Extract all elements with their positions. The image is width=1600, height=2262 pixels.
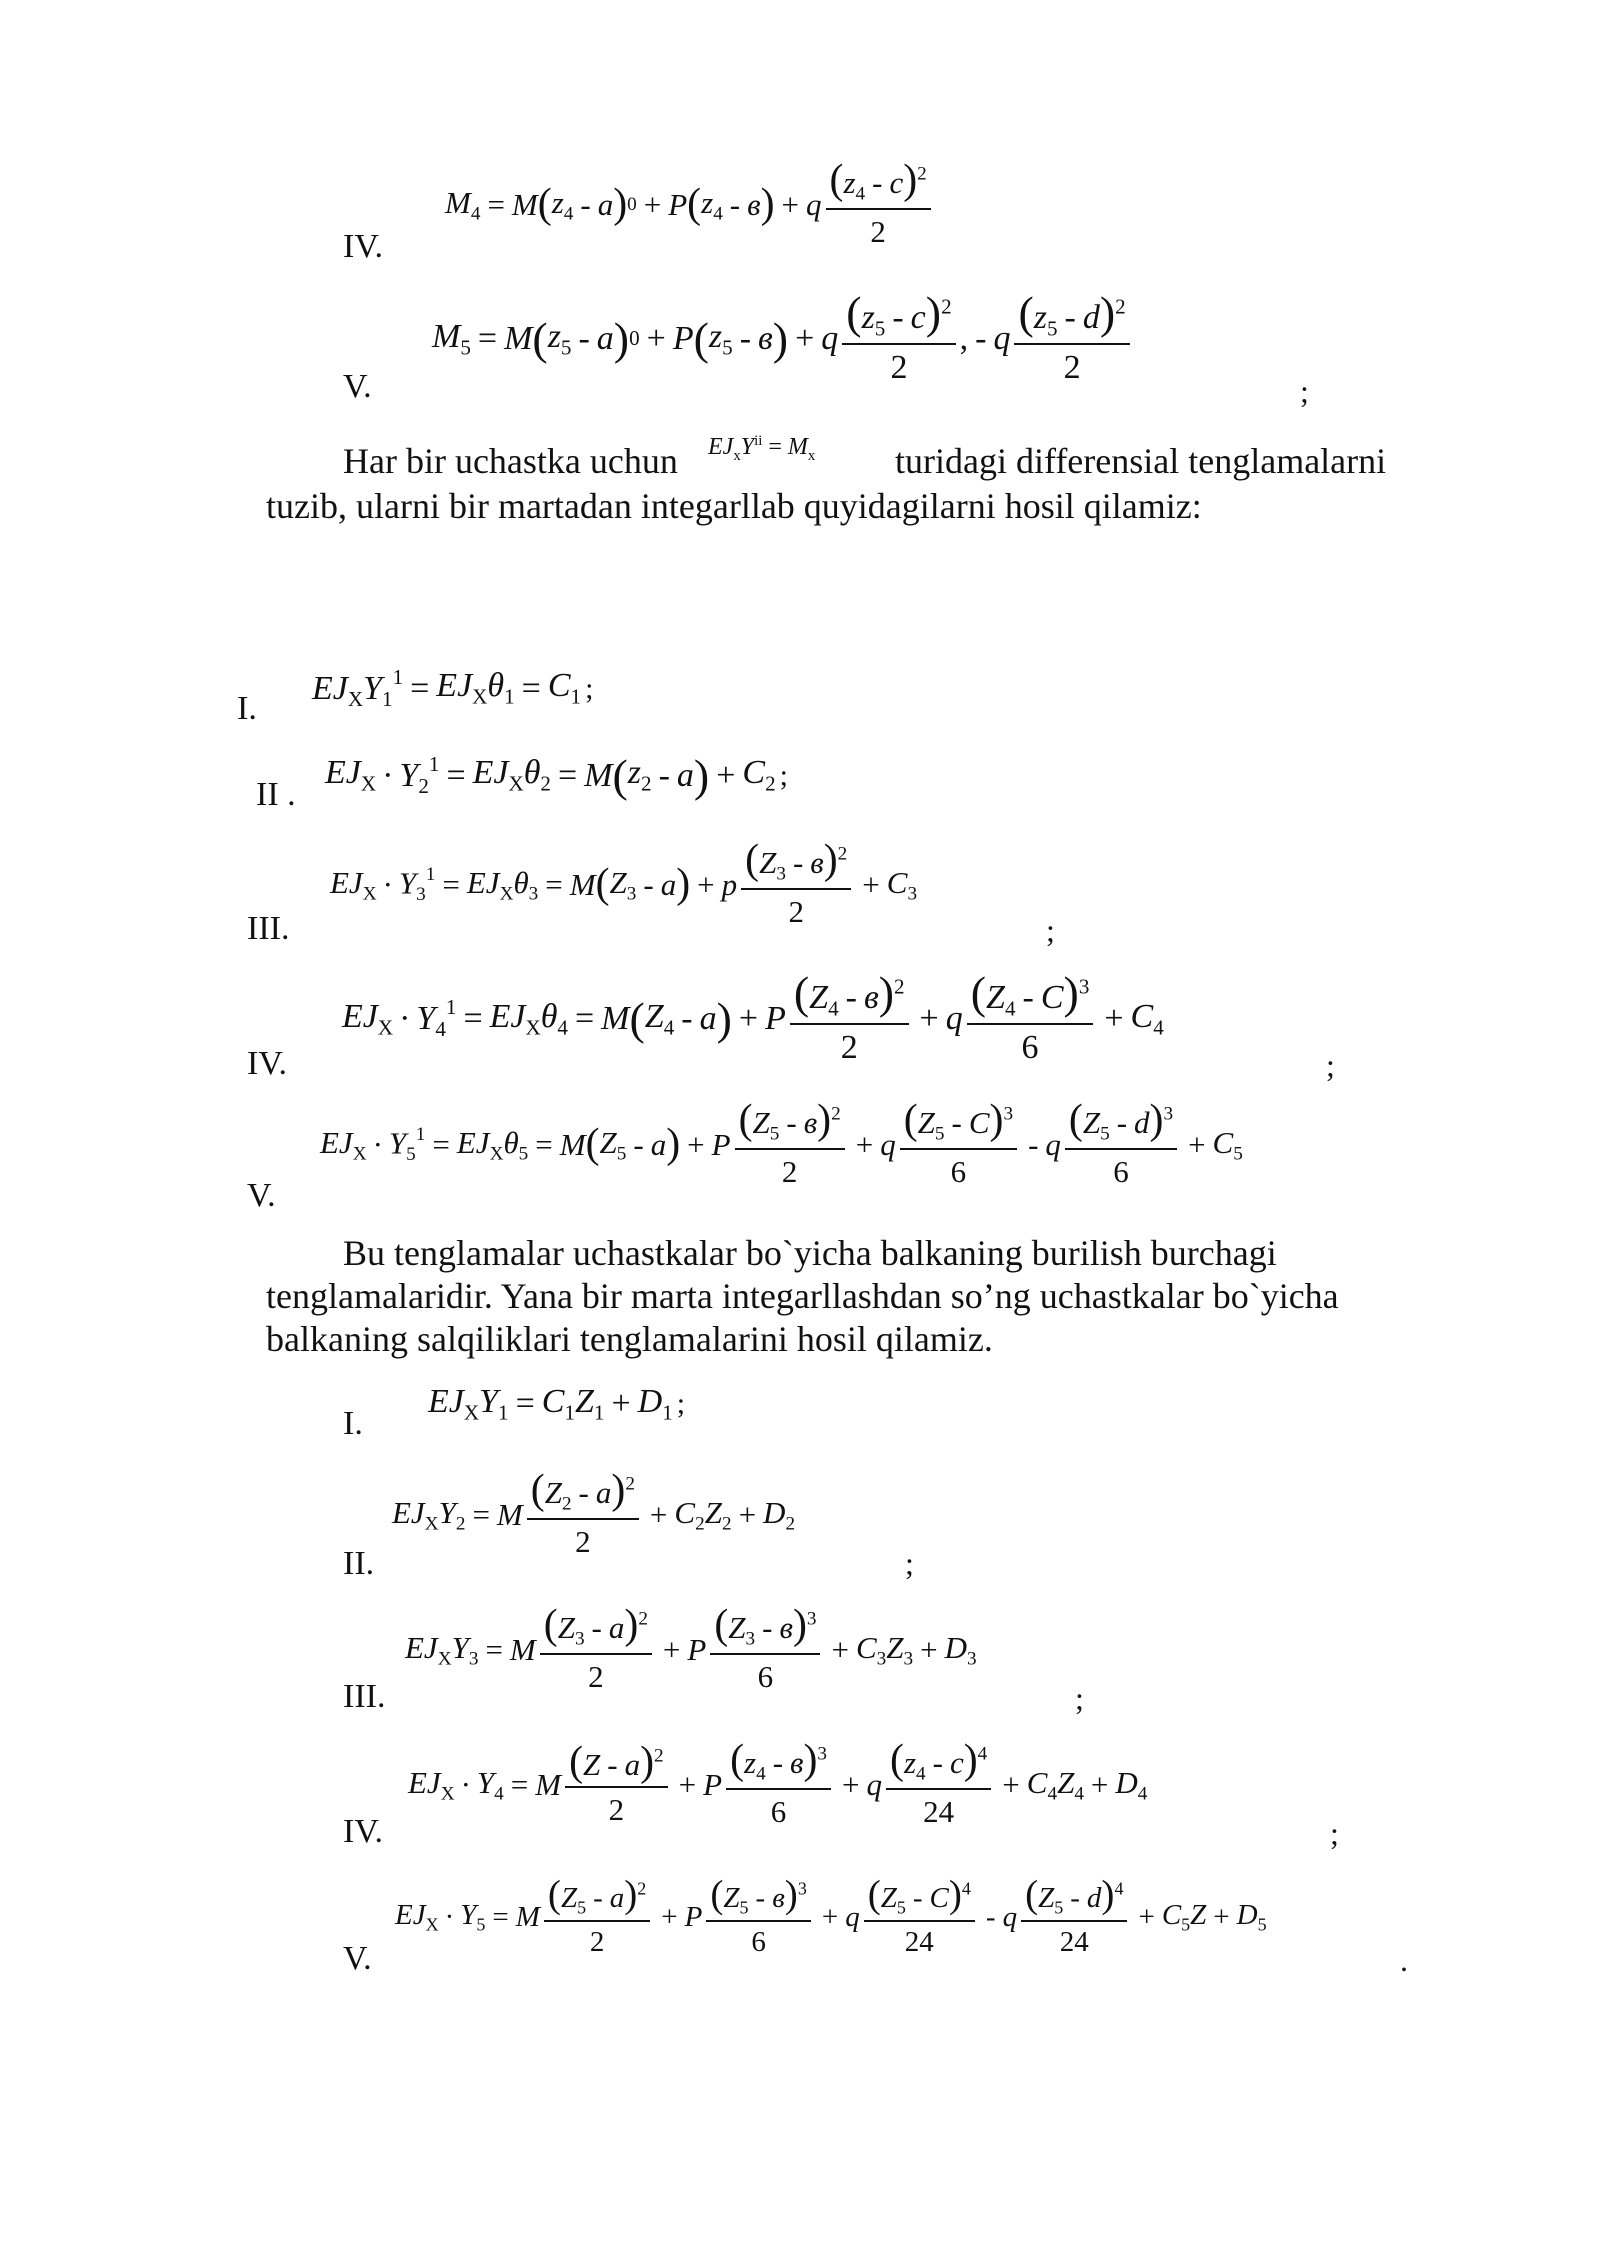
equation-label-ii: II.	[343, 1545, 375, 1582]
slope-equation-ii: $EJ_X$ · $Y_2^1$ = $EJ_X\theta_2$ = M ( $z_2$ - a ) + $C_2$ ;	[325, 749, 788, 801]
denominator: 6	[950, 1153, 967, 1189]
equation-label-iv: IV.	[247, 1045, 287, 1082]
denominator: 24	[1059, 1926, 1089, 1959]
slope-equation-i: $EJ_XY_1^1$ = $EJ_X\theta_1$ = $C_1$ ;	[312, 665, 594, 712]
denominator: 24	[904, 1926, 934, 1959]
equation-label-v: V.	[343, 1940, 372, 1977]
deflection-equation-i: $EJ_XY_1$ = $C_1Z_1$ + $D_1$ ;	[428, 1383, 686, 1425]
equation-label-iv: IV.	[343, 228, 383, 265]
semicolon: ;	[905, 1545, 914, 1581]
slope-equation-v: $EJ_X$ · $Y_5^1$ = $EJ_X\theta_5$ = M ( $Z_5$ - a ) + P $\frac{(Z_5 - в)^2}{2}$ + q $\frac{(Z_5 - C)^3}{6}$ - q $\frac{(Z_5 - d)^3}{6}$ + $C_5$	[320, 1097, 1243, 1189]
equation-label-v: V.	[343, 368, 372, 405]
denominator: 6	[757, 1658, 774, 1694]
denominator: 2	[781, 1153, 798, 1189]
semicolon: ;	[1330, 1815, 1339, 1851]
equation-label-i: I.	[237, 690, 257, 727]
differential-equation-inline: $EJ_xY^{ii} = M_x$	[708, 433, 816, 464]
period: .	[1400, 1942, 1408, 1978]
equation-label-ii: II .	[256, 776, 296, 813]
deflection-equation-iv: $EJ_X$ · $Y_4$ = M $\frac{(Z - a)^2}{2}$ + P $\frac{(z_4 - в)^3}{6}$ + q $\frac{(z_4 - c)^4}{24}$ + $C_4Z_4$ + $D_4$	[408, 1737, 1148, 1829]
deflection-equation-iii: $EJ_XY_3$ = M $\frac{(Z_3 - a)^2}{2}$ + P $\frac{(Z_3 - в)^3}{6}$ + $C_3Z_3$ + $D_3$	[405, 1602, 977, 1694]
deflection-equation-v: $EJ_X$ · $Y_5$ = M $\frac{(Z_5 - a)^2}{2}$ + P $\frac{(Z_5 - в)^3}{6}$ + q $\frac{(Z_5 - C)^4}{24}$ - q $\frac{(Z_5 - d)^4}{24}$ + $C_5Z$ + $D_5$	[395, 1873, 1267, 1959]
denominator: 2	[589, 1926, 605, 1959]
denominator: 6	[751, 1926, 766, 1959]
equation-label-i: I.	[343, 1405, 363, 1442]
paragraph-intro-line2: tuzib, ularni bir martadan integarllab quyidagilarni hosil qilamiz:	[266, 486, 1202, 526]
moment-equation-v: $M_5$ = M ( $z_5$ - a ) 0 + P ( $z_5$ - в ) + q $\frac{(z_5 - c)^2}{2}$ , - q $\frac{(z_5 - d)^2}{2}$	[432, 290, 1134, 387]
denominator: 6	[1021, 1029, 1039, 1067]
slope-equation-iii: $EJ_X$ · $Y_3^1$ = $EJ_X\theta_3$ = M ( $Z_3$ - a ) + p $\frac{(Z_3 - в)^2}{2}$ + $C_3$	[330, 837, 918, 929]
paragraph-intro-end: turidagi differensial tenglamalarni	[895, 441, 1387, 481]
semicolon: ;	[1046, 912, 1055, 948]
paragraph-intro-start: Har bir uchastka uchun	[343, 441, 678, 481]
denominator: 6	[1113, 1153, 1129, 1189]
deflection-equation-ii: $EJ_XY_2$ = M $\frac{(Z_2 - a)^2}{2}$ + $C_2Z_2$ + $D_2$	[392, 1467, 796, 1559]
denominator: 6	[770, 1793, 787, 1829]
denominator: 2	[608, 1791, 625, 1827]
denominator: 2	[870, 213, 886, 249]
equation-label-iii: III.	[343, 1678, 386, 1715]
denominator: 24	[923, 1793, 955, 1829]
semicolon: ;	[1300, 373, 1309, 409]
semicolon: ;	[1326, 1047, 1335, 1083]
paragraph-deflection-intro: Bu tenglamalar uchastkalar bo`yicha balkaning burilish burchagi tenglamalaridir. Yana bir marta integarllashdan so’ng uchastkalar bo`yicha balkaning salqiliklari tenglamalarini hosil qilamiz.	[266, 1233, 1339, 1359]
equation-label-iii: III.	[247, 910, 290, 947]
moment-equation-iv: $M_4$ = M ( $z_4$ - a ) 0 + P ( $z_4$ - в ) + q $\frac{(z_4 - c)^2}{2}$	[445, 160, 935, 250]
denominator: 2	[575, 1523, 591, 1559]
equation-label-iv: IV.	[343, 1813, 383, 1850]
denominator: 2	[588, 1658, 604, 1694]
denominator: 2	[890, 349, 908, 387]
denominator: 2	[840, 1029, 858, 1067]
denominator: 2	[788, 893, 804, 929]
semicolon: ;	[1075, 1680, 1084, 1716]
slope-equation-iv: $EJ_X$ · $Y_4^1$ = $EJ_X\theta_4$ = M ( $Z_4$ - a ) + P $\frac{(Z_4 - в)^2}{2}$ + q $\frac{(Z_4 - C)^3}{6}$ + $C_4$	[342, 967, 1164, 1067]
equation-label-v: V.	[247, 1177, 276, 1214]
denominator: 2	[1063, 349, 1081, 387]
